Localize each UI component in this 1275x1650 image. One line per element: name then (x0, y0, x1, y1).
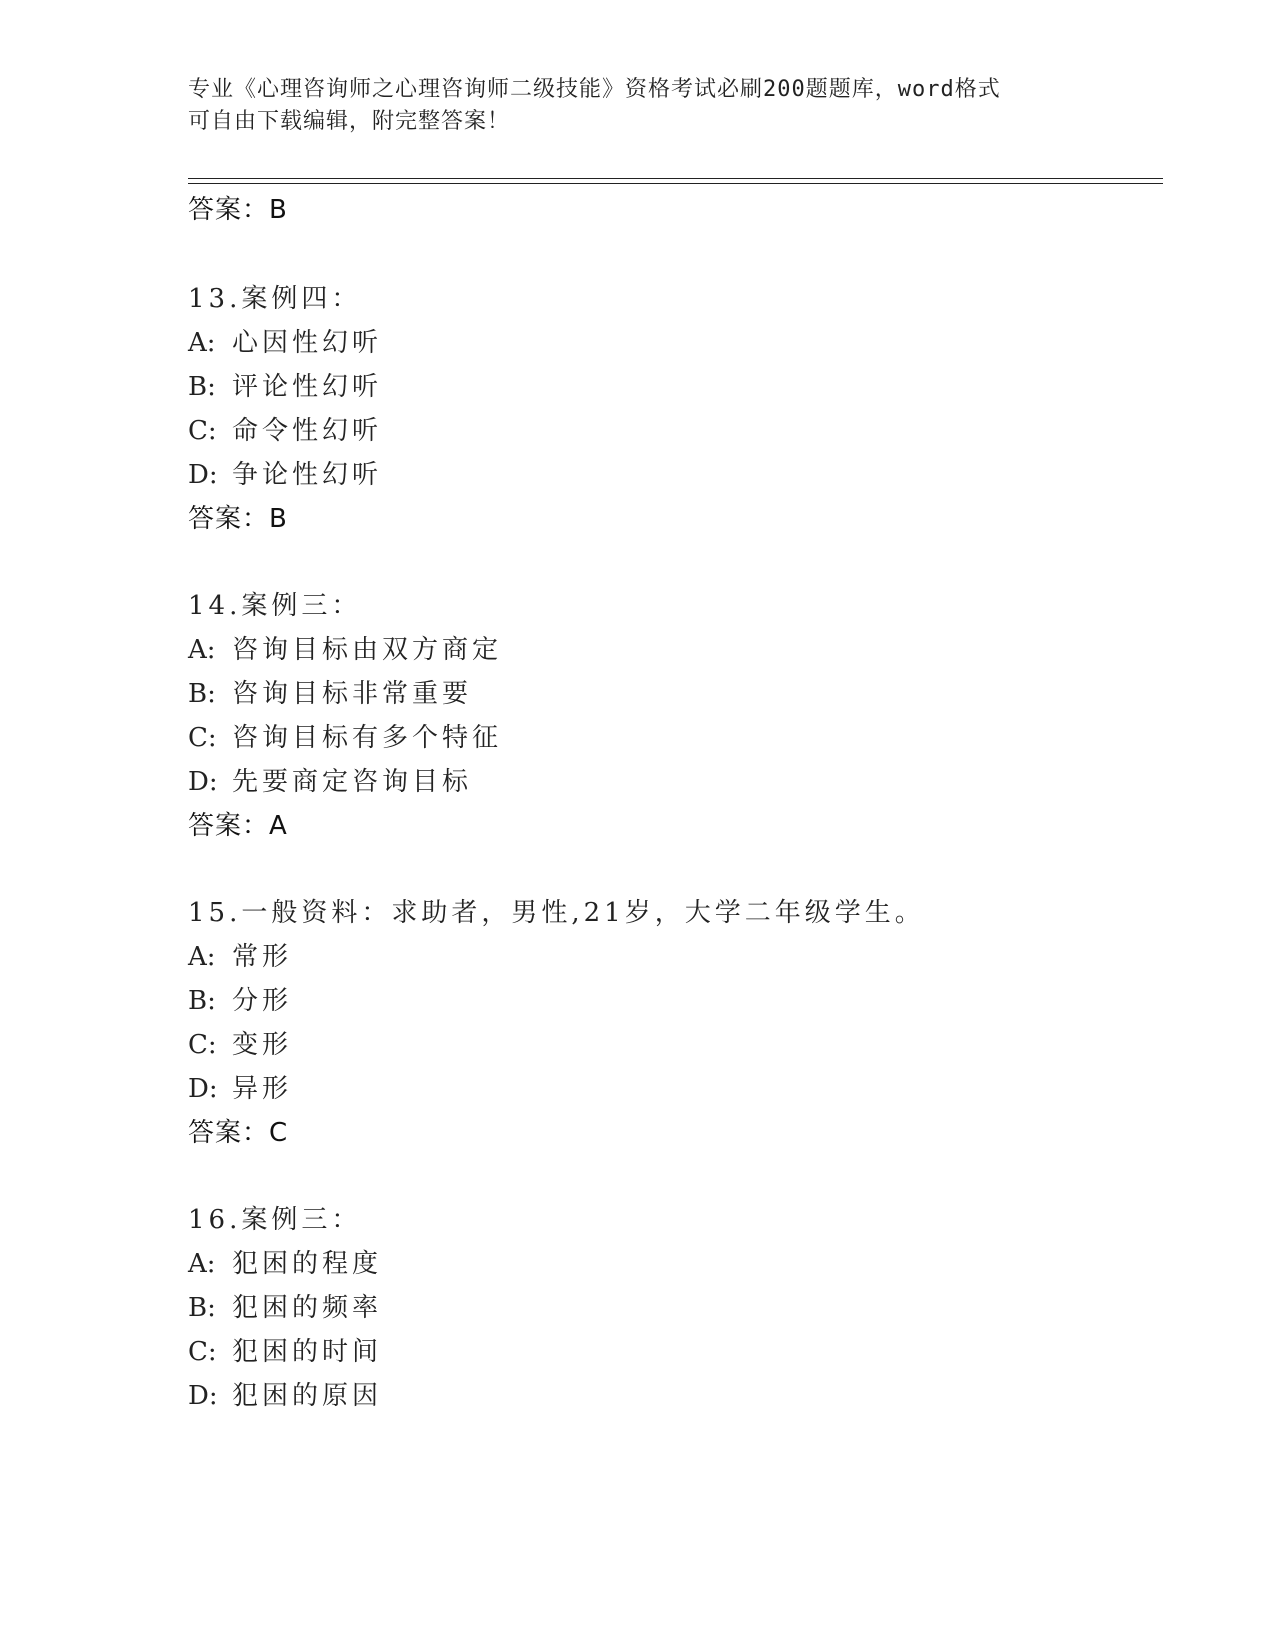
option-text: 犯困的原因 (232, 1381, 383, 1411)
option-c (188, 1029, 292, 1061)
option-b (188, 985, 292, 1017)
option-letter: D: (188, 1074, 218, 1104)
option-text: 命令性幻听 (232, 416, 383, 446)
option-letter: B: (188, 372, 216, 402)
option-text: 犯困的频率 (232, 1293, 383, 1323)
answer-line: 答案：A (188, 811, 288, 841)
option-text: 心因性幻听 (232, 328, 383, 358)
option-letter: B: (188, 1293, 216, 1323)
option-b (188, 678, 472, 710)
header-line-2: 可自由下载编辑，附完整答案！ (188, 109, 511, 134)
option-text: 评论性幻听 (232, 372, 383, 402)
option-text: 咨询目标有多个特征 (232, 723, 503, 753)
option-letter: A: (188, 942, 216, 972)
option-a (188, 327, 382, 359)
option-text: 犯困的时间 (232, 1337, 383, 1367)
question-title: 16.案例三： (188, 1205, 362, 1235)
option-letter: B: (188, 986, 216, 1016)
option-d (188, 459, 382, 491)
answer-line: 答案：B (188, 504, 288, 534)
option-d (188, 1380, 382, 1412)
document-header (188, 74, 1088, 138)
option-text: 变形 (232, 1030, 293, 1060)
header-line-1: 专业《心理咨询师之心理咨询师二级技能》资格考试必刷200题题库，word格式 (188, 77, 1001, 102)
option-c (188, 722, 502, 754)
question-title: 14.案例三： (188, 591, 362, 621)
option-letter: C: (188, 1030, 217, 1060)
option-b (188, 1292, 382, 1324)
option-letter: D: (188, 460, 218, 490)
question-title: 15.一般资料：求助者，男性,21岁，大学二年级学生。 (188, 898, 925, 928)
option-letter: A: (188, 328, 216, 358)
option-letter: C: (188, 416, 217, 446)
option-a (188, 941, 292, 973)
option-text: 常形 (232, 942, 293, 972)
option-text: 咨询目标由双方商定 (232, 635, 503, 665)
question-title: 13.案例四： (188, 284, 362, 314)
option-a (188, 634, 502, 666)
option-text: 分形 (232, 986, 293, 1016)
header-divider-bottom (188, 183, 1163, 184)
answer-line: 答案：B (188, 195, 288, 225)
option-c (188, 1336, 382, 1368)
header-divider-top (188, 178, 1163, 179)
option-a (188, 1248, 382, 1280)
option-c (188, 415, 382, 447)
option-text: 犯困的程度 (232, 1249, 383, 1279)
option-text: 争论性幻听 (232, 460, 383, 490)
option-text: 咨询目标非常重要 (232, 679, 473, 709)
option-d (188, 1073, 292, 1105)
option-letter: B: (188, 679, 216, 709)
option-letter: D: (188, 767, 218, 797)
option-letter: A: (188, 635, 216, 665)
option-letter: A: (188, 1249, 216, 1279)
option-text: 先要商定咨询目标 (232, 767, 473, 797)
option-letter: D: (188, 1381, 218, 1411)
option-letter: C: (188, 723, 217, 753)
option-d (188, 766, 472, 798)
answer-line: 答案：C (188, 1118, 289, 1148)
option-letter: C: (188, 1337, 217, 1367)
option-text: 异形 (232, 1074, 293, 1104)
option-b (188, 371, 382, 403)
